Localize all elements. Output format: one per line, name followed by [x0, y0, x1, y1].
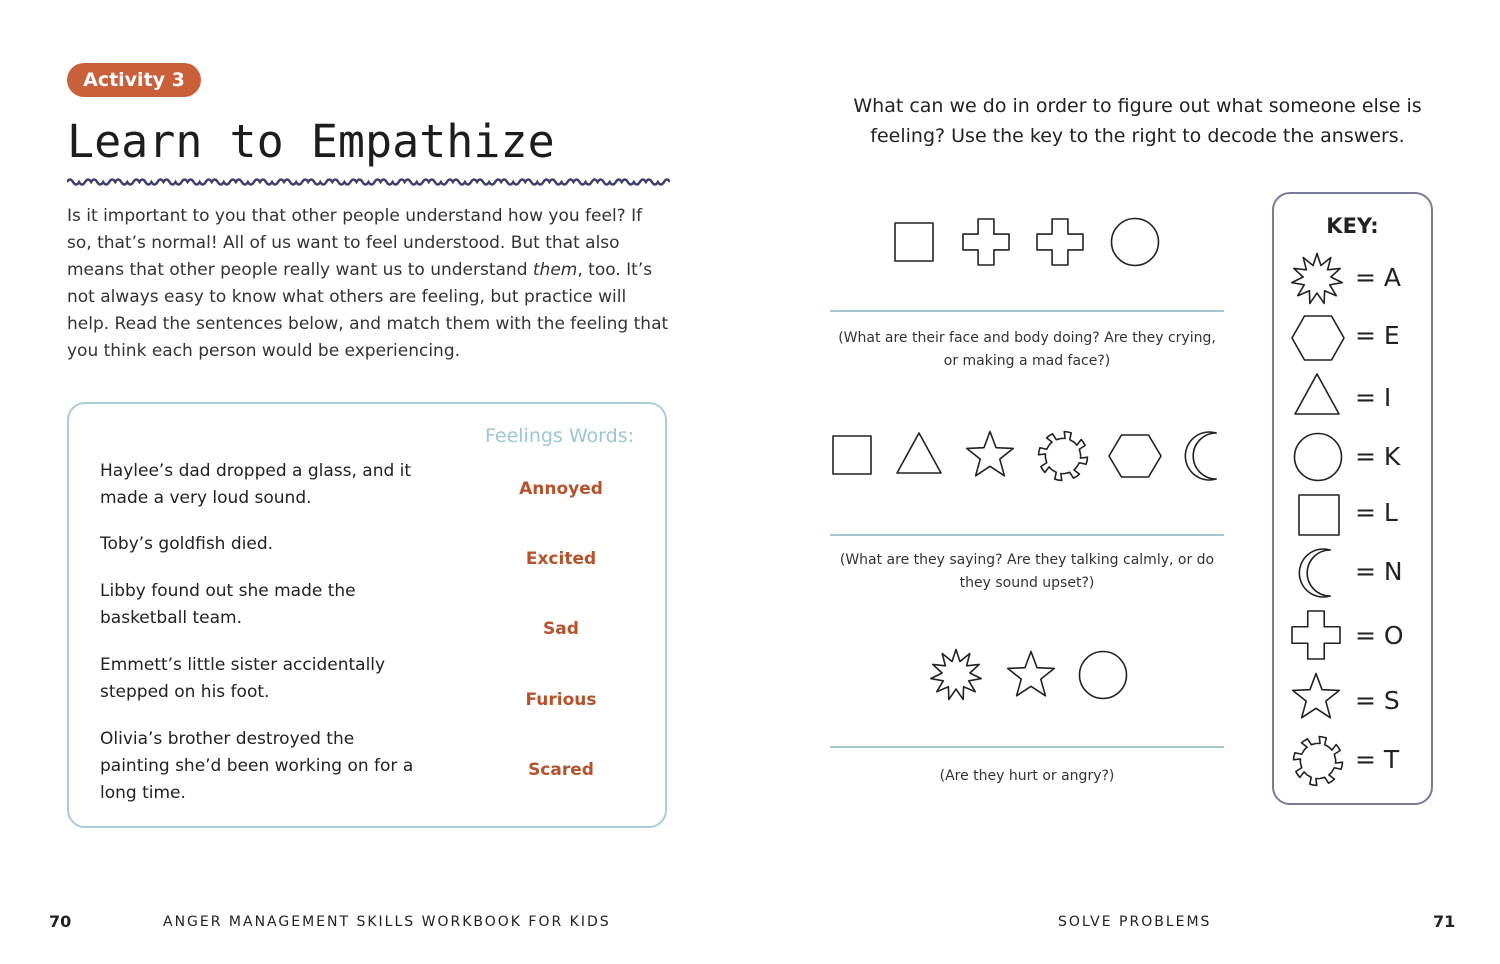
moon-icon	[1185, 431, 1225, 481]
feeling-word-furious: Furious	[525, 690, 597, 710]
intro-emphasis: them	[532, 260, 578, 280]
feeling-word-excited: Excited	[525, 549, 597, 569]
square-icon	[1298, 494, 1340, 536]
key-label-i: = I	[1355, 383, 1392, 412]
hexagon-icon	[1108, 434, 1162, 478]
circle-icon	[1078, 650, 1128, 700]
page-title: Learn to Empathize	[67, 115, 555, 168]
key-title: KEY:	[1326, 214, 1379, 238]
left-page-number: 70	[49, 912, 72, 931]
right-running-title: SOLVE PROBLEMS	[1058, 914, 1212, 930]
intro-text-1: Is it important to you that other people understand how you feel? If so, that’s normal! All of us want to feel understood. But that also means that other people really want us to understand	[67, 206, 643, 280]
left-running-title: ANGER MANAGEMENT SKILLS WORKBOOK FOR KIDS	[163, 914, 611, 930]
key-label-s: = S	[1355, 686, 1400, 715]
intro-paragraph	[67, 203, 672, 365]
activity-badge: Activity 3	[67, 63, 201, 97]
key-label-n: = N	[1355, 557, 1403, 586]
sentence-libby: Libby found out she made the basketball team.	[100, 581, 356, 628]
triangle-icon	[896, 432, 942, 474]
gear-icon	[1037, 430, 1089, 482]
key-label-a: = A	[1355, 263, 1401, 292]
hint-1: (What are their face and body doing? Are they crying, or making a mad face?)	[838, 330, 1216, 369]
key-label-k: = K	[1355, 442, 1401, 471]
plus-icon	[962, 218, 1010, 266]
sentence-haylee: Haylee’s dad dropped a glass, and it made a very loud sound.	[100, 461, 412, 508]
circle-icon	[1110, 217, 1160, 267]
star-icon	[1289, 670, 1343, 722]
intro-text-2: , too. It’s not always easy to know what others are feeling, but practice will help. Read the sentences below, and match them with the feeling that you think each person would be experiencing.	[67, 260, 669, 361]
moon-icon	[1299, 548, 1339, 598]
square-icon	[894, 222, 934, 262]
triangle-icon	[1294, 373, 1340, 415]
feelings-words-header: Feelings Words:	[485, 425, 635, 447]
answer-line-2[interactable]	[830, 534, 1224, 536]
key-label-e: = E	[1355, 321, 1400, 350]
circle-icon	[1293, 432, 1343, 482]
star-icon	[963, 428, 1017, 480]
hint-3: (Are they hurt or angry?)	[939, 768, 1115, 784]
feeling-word-annoyed: Annoyed	[519, 479, 603, 499]
decode-prompt: What can we do in order to figure out what someone else is feeling? Use the key to the right to decode the answers.	[853, 95, 1422, 147]
feeling-word-scared: Scared	[528, 760, 594, 780]
hexagon-icon	[1291, 315, 1345, 361]
burst-icon	[1290, 252, 1344, 306]
plus-icon	[1036, 218, 1084, 266]
gear-icon	[1292, 735, 1344, 787]
sentence-toby: Toby’s goldfish died.	[100, 534, 274, 554]
sentence-olivia: Olivia’s brother destroyed the painting she’d been working on for a long time.	[100, 729, 414, 803]
burst-icon	[929, 648, 983, 702]
key-label-t: = T	[1355, 745, 1400, 774]
key-label-o: = O	[1355, 621, 1404, 650]
hint-2: (What are they saying? Are they talking calmly, or do they sound upset?)	[839, 552, 1215, 591]
key-label-l: = L	[1355, 498, 1398, 527]
sentence-emmett: Emmett’s little sister accidentally stepped on his foot.	[100, 655, 386, 702]
right-page-number: 71	[1433, 912, 1456, 931]
answer-line-3[interactable]	[830, 746, 1224, 748]
square-icon	[832, 435, 872, 475]
answer-line-1[interactable]	[830, 310, 1224, 312]
wavy-divider	[67, 174, 670, 190]
plus-icon	[1291, 610, 1341, 660]
feeling-word-sad: Sad	[543, 619, 579, 639]
star-icon	[1004, 648, 1058, 700]
